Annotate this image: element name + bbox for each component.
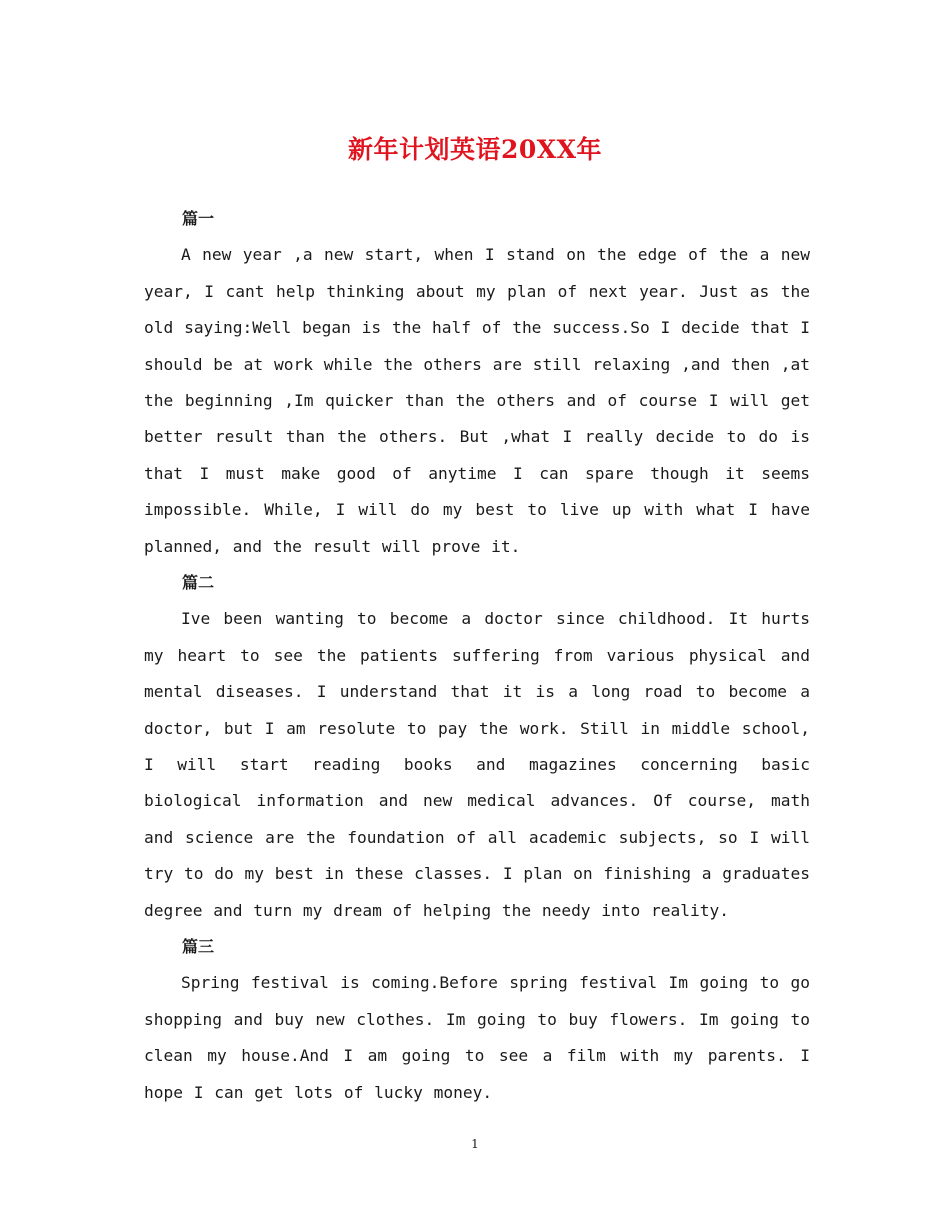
- section-heading-2: 篇二: [182, 573, 215, 593]
- section-paragraph-1: A new year ,a new start, when I stand on the edge of the a new year, I cant help thinking about my plan of next year. Just as the old saying:Well began is the half of the success.So I decide that I should be at work while the others are still relaxing ,and then ,at the beginning ,Im quicker than the others and of course I will get better result than the others. But ,what I really decide to do is that I must make good of anytime I can spare though it seems impossible. While, I will do my best to live up with what I have planned, and the result will prove it.: [144, 245, 810, 556]
- document-title: 新年计划英语20XX年: [347, 135, 603, 164]
- page-number: 1: [471, 1137, 479, 1151]
- document-body: [144, 201, 810, 1111]
- section-paragraph-2: Ive been wanting to become a doctor since childhood. It hurts my heart to see the patients suffering from various physical and mental diseases. I understand that it is a long road to become a doctor, but I am resolute to pay the work. Still in middle school, I will start reading books and magazines concerning basic biological information and new medical advances. Of course, math and science are the foundation of all academic subjects, so I will try to do my best in these classes. I plan on finishing a graduates degree and turn my dream of helping the needy into reality.: [144, 609, 810, 920]
- section-heading-1: 篇一: [182, 209, 215, 228]
- section-paragraph-3: Spring festival is coming.Before spring festival Im going to go shopping and buy new clothes. Im going to buy flowers. Im going to clean my house.And I am going to see a film with my parents. I hope I can get lots of lucky money.: [144, 973, 810, 1102]
- section-heading-3: 篇三: [182, 937, 215, 957]
